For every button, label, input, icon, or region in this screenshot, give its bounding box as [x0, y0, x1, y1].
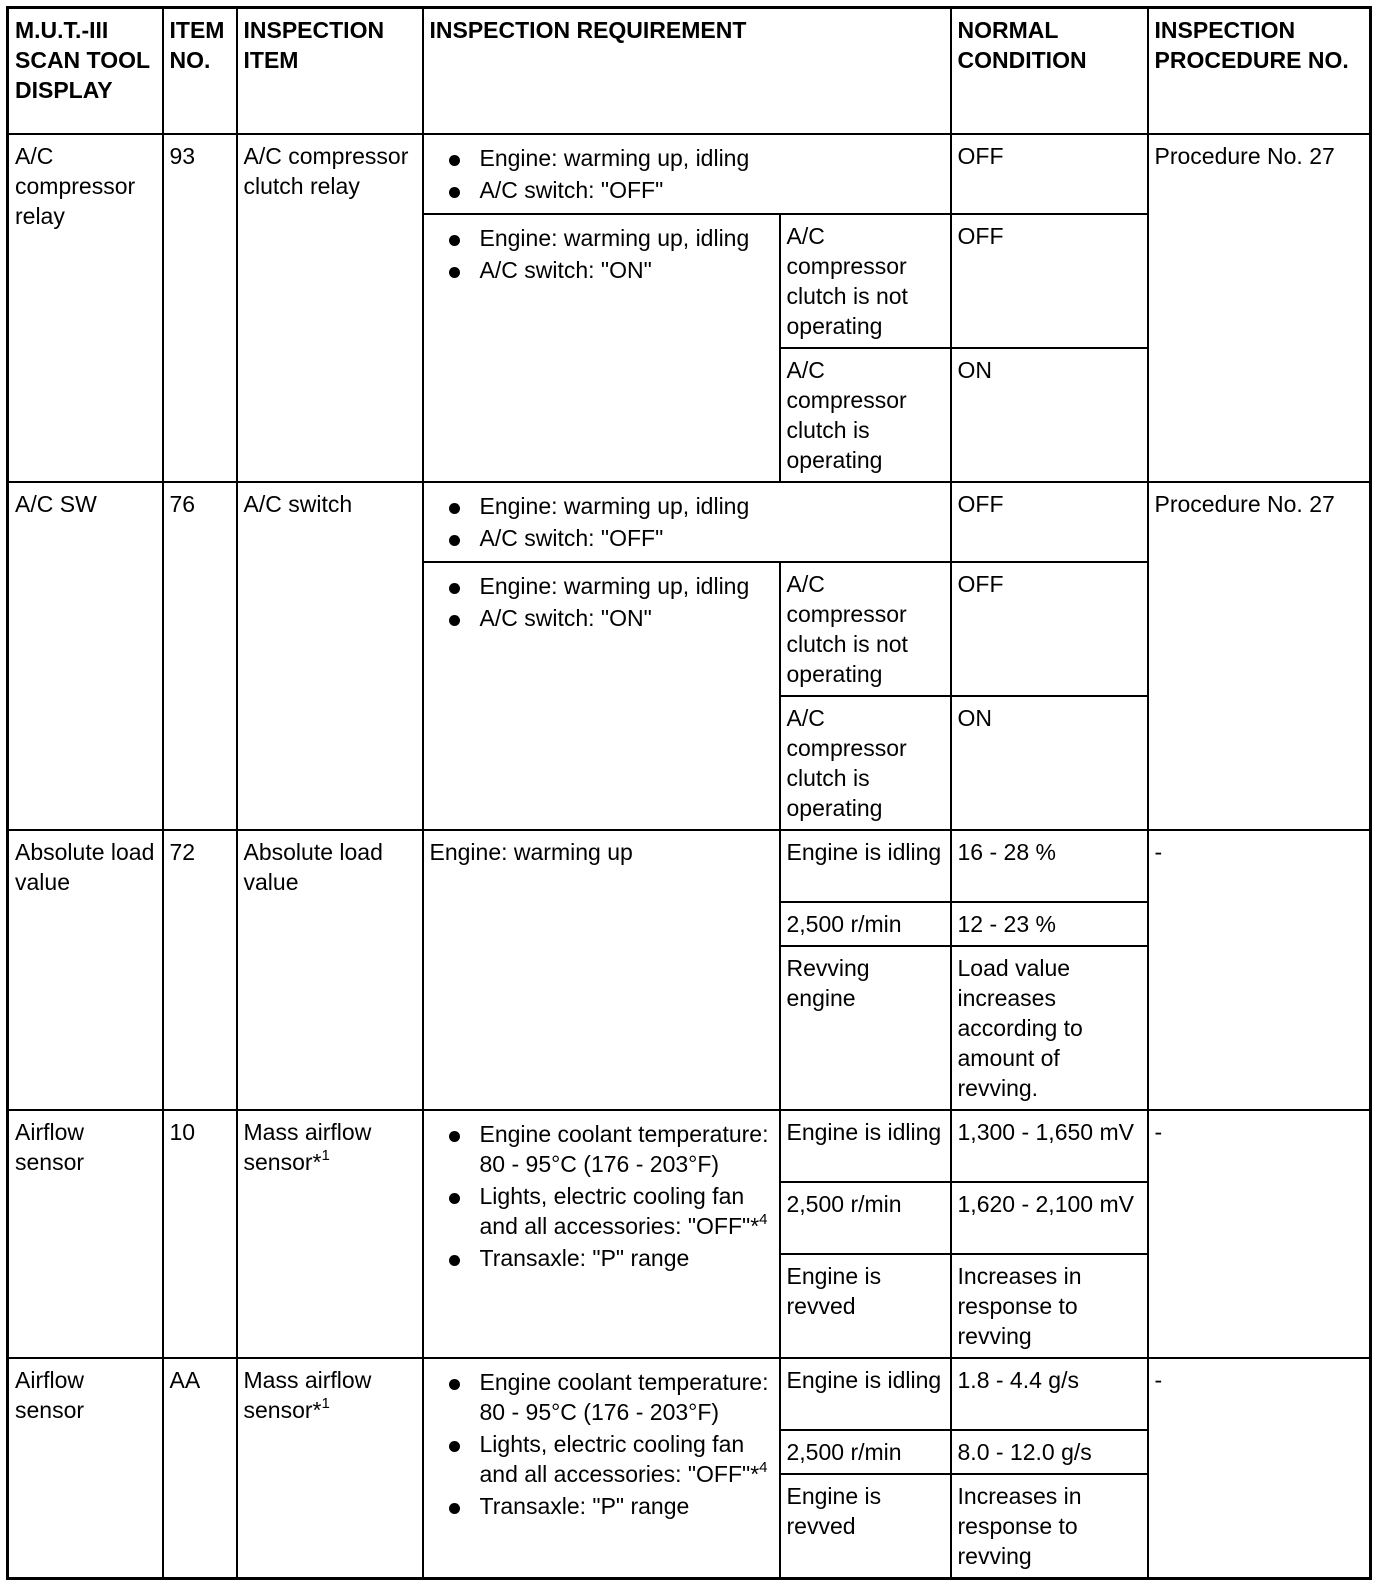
display-cell: Airflow sensor: [8, 1358, 163, 1579]
table-row: [8, 830, 1371, 902]
sub-condition-cell: Revving engine: [780, 946, 951, 1110]
sub-condition-cell: A/C compressor clutch is operating: [780, 348, 951, 482]
header-item-no: ITEM NO.: [163, 8, 237, 135]
normal-cell: Load value increases according to amount of revving.: [951, 946, 1148, 1110]
header-row: [8, 8, 1371, 135]
item-cell: [237, 1358, 423, 1579]
table-row: [8, 134, 1371, 214]
condition-list: [430, 1367, 774, 1521]
normal-cell: ON: [951, 696, 1148, 830]
requirement-cell: [423, 482, 951, 562]
footnote-marker: 4: [759, 1211, 768, 1228]
sub-condition-cell: Engine is idling: [780, 1110, 951, 1182]
table-row: [8, 1358, 1371, 1430]
normal-cell: OFF: [951, 214, 1148, 348]
condition-item: Transaxle: "P" range: [430, 1243, 774, 1273]
condition-item: Engine: warming up, idling: [430, 143, 945, 173]
item-cell: Absolute load value: [237, 830, 423, 1110]
item-cell: A/C compressor clutch relay: [237, 134, 423, 482]
condition-text: Lights, electric cooling fan and all accessories: "OFF"*: [479, 1183, 760, 1239]
item-no-cell: 93: [163, 134, 237, 482]
display-cell: A/C compressor relay: [8, 134, 163, 482]
condition-list: [430, 571, 774, 633]
condition-item: Engine: warming up, idling: [430, 223, 774, 253]
footnote-marker: 4: [759, 1459, 768, 1476]
sub-condition-cell: A/C compressor clutch is not operating: [780, 562, 951, 696]
normal-cell: OFF: [951, 562, 1148, 696]
normal-cell: 12 - 23 %: [951, 902, 1148, 946]
normal-cell: OFF: [951, 134, 1148, 214]
normal-cell: 16 - 28 %: [951, 830, 1148, 902]
condition-item: [430, 1429, 774, 1489]
sub-condition-cell: 2,500 r/min: [780, 1430, 951, 1474]
procedure-cell: -: [1148, 1110, 1371, 1358]
procedure-cell: -: [1148, 830, 1371, 1110]
sub-condition-cell: A/C compressor clutch is operating: [780, 696, 951, 830]
normal-cell: Increases in response to revving: [951, 1254, 1148, 1358]
footnote-marker: 1: [321, 1395, 330, 1412]
table-row: [8, 482, 1371, 562]
normal-cell: 1,300 - 1,650 mV: [951, 1110, 1148, 1182]
footnote-marker: 1: [321, 1147, 330, 1164]
condition-list: [430, 143, 945, 205]
display-cell: A/C SW: [8, 482, 163, 830]
condition-list: [430, 1119, 774, 1273]
condition-item: A/C switch: "OFF": [430, 523, 945, 553]
condition-item: A/C switch: "ON": [430, 255, 774, 285]
sub-condition-cell: 2,500 r/min: [780, 902, 951, 946]
header-display: M.U.T.-III SCAN TOOL DISPLAY: [8, 8, 163, 135]
header-item: INSPECTION ITEM: [237, 8, 423, 135]
display-cell: Airflow sensor: [8, 1110, 163, 1358]
requirement-cell: [423, 562, 780, 830]
sub-condition-cell: Engine is idling: [780, 1358, 951, 1430]
sub-condition-cell: 2,500 r/min: [780, 1182, 951, 1254]
item-no-cell: 10: [163, 1110, 237, 1358]
item-text: Mass airflow sensor*: [243, 1119, 372, 1175]
sub-condition-cell: Engine is revved: [780, 1474, 951, 1579]
procedure-cell: Procedure No. 27: [1148, 482, 1371, 830]
condition-item: Engine coolant temperature: 80 - 95°C (176 - 203°F): [430, 1367, 774, 1427]
inspection-table: [6, 6, 1372, 1580]
condition-item: Engine: warming up, idling: [430, 491, 945, 521]
item-no-cell: 72: [163, 830, 237, 1110]
condition-list: [430, 491, 945, 553]
procedure-cell: Procedure No. 27: [1148, 134, 1371, 482]
sub-condition-cell: Engine is revved: [780, 1254, 951, 1358]
table-row: [8, 1110, 1371, 1182]
item-cell: A/C switch: [237, 482, 423, 830]
requirement-cell: [423, 1110, 780, 1358]
item-no-cell: 76: [163, 482, 237, 830]
sub-condition-cell: A/C compressor clutch is not operating: [780, 214, 951, 348]
header-requirement: INSPECTION REQUIREMENT: [423, 8, 951, 135]
condition-item: A/C switch: "OFF": [430, 175, 945, 205]
condition-list: [430, 223, 774, 285]
header-normal: NORMAL CONDITION: [951, 8, 1148, 135]
item-cell: [237, 1110, 423, 1358]
requirement-cell: Engine: warming up: [423, 830, 780, 1110]
item-text: Mass airflow sensor*: [243, 1367, 372, 1423]
condition-item: Transaxle: "P" range: [430, 1491, 774, 1521]
normal-cell: OFF: [951, 482, 1148, 562]
procedure-cell: -: [1148, 1358, 1371, 1579]
normal-cell: Increases in response to revving: [951, 1474, 1148, 1579]
normal-cell: ON: [951, 348, 1148, 482]
sub-condition-cell: Engine is idling: [780, 830, 951, 902]
item-no-cell: AA: [163, 1358, 237, 1579]
condition-item: A/C switch: "ON": [430, 603, 774, 633]
requirement-cell: [423, 1358, 780, 1579]
header-procedure: INSPECTION PROCEDURE NO.: [1148, 8, 1371, 135]
normal-cell: 1,620 - 2,100 mV: [951, 1182, 1148, 1254]
condition-item: [430, 1181, 774, 1241]
normal-cell: 8.0 - 12.0 g/s: [951, 1430, 1148, 1474]
requirement-cell: [423, 134, 951, 214]
condition-item: Engine coolant temperature: 80 - 95°C (176 - 203°F): [430, 1119, 774, 1179]
condition-item: Engine: warming up, idling: [430, 571, 774, 601]
condition-text: Lights, electric cooling fan and all accessories: "OFF"*: [479, 1431, 760, 1487]
requirement-cell: [423, 214, 780, 482]
display-cell: Absolute load value: [8, 830, 163, 1110]
normal-cell: 1.8 - 4.4 g/s: [951, 1358, 1148, 1430]
